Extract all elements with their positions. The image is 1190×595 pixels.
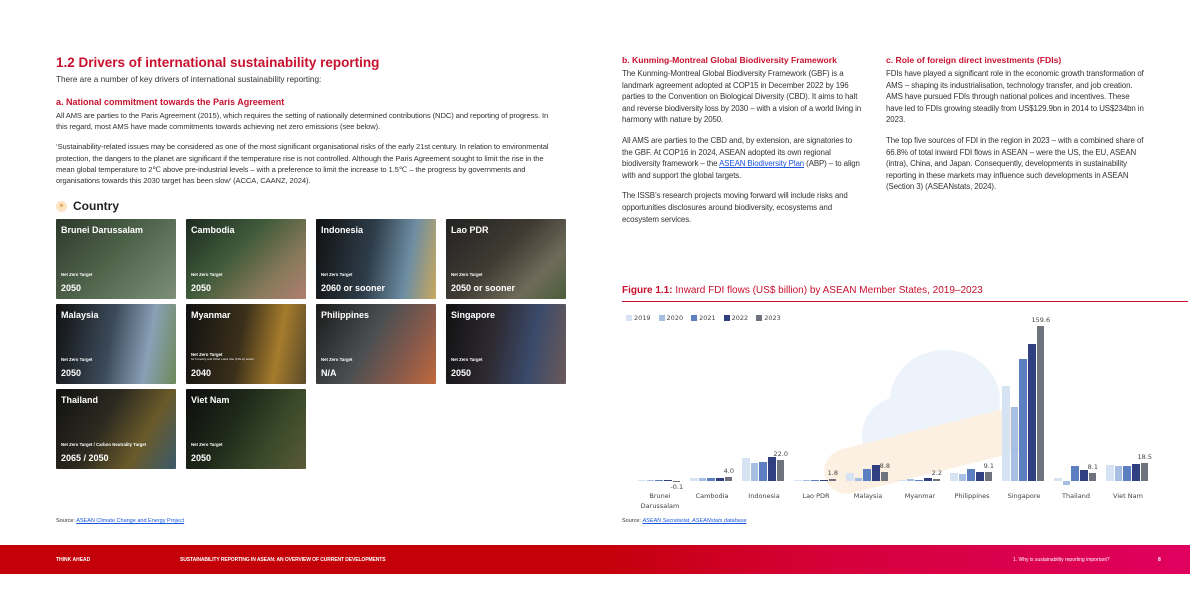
bar	[751, 463, 759, 481]
net-zero-label	[321, 272, 352, 277]
bar	[846, 473, 854, 481]
net-zero-year: 2060 or sooner	[321, 283, 386, 294]
net-zero-label	[451, 357, 482, 362]
legend-item	[724, 314, 749, 322]
bar	[907, 479, 915, 481]
legend-item	[626, 314, 651, 322]
bar	[725, 477, 733, 481]
bar	[716, 478, 724, 481]
net-zero-year: 2050	[61, 283, 82, 294]
country-name: Malaysia	[61, 310, 99, 321]
legend-swatch	[724, 315, 730, 321]
bar	[690, 478, 698, 481]
target-label: Net Zero Target	[191, 272, 223, 278]
flag-icon: ⚑	[56, 201, 67, 212]
bar	[647, 480, 655, 481]
legend-swatch	[756, 315, 762, 321]
legend-label: 2019	[634, 314, 651, 322]
section-a-quote: ‘Sustainability-related issues may be considered as one of the most significant organisational risks of the early 21st century. In relation to environmental protection, the dangers to the planet are significant if the temperature rise is not controlled. Although the Paris Agreement sought to limit the rise in the mean global temperature to 2℃ above pre-industrial levels – with a preference to limit the increase to 1.5℃ – the progress by governments and organisations towards this 2030 target has been slow’ (ACCA, CAANZ, 2024).	[56, 142, 549, 186]
figure-caption: Inward FDI flows (US$ billion) by ASEAN Member States, 2019–2023	[672, 285, 983, 296]
section-c-paragraph-1: FDIs have played a significant role in the economic growth transformation of AMS – shaping its industrialisation, technology transfer, and job creation. AMS have pursued FDIs through national polices and incentives. These have led to FDIs growing steadily from US$129.9bn in 2014 to US$234bn in 2023.	[886, 69, 1144, 125]
data-label: 159.6	[1031, 316, 1051, 325]
country-card	[446, 304, 566, 384]
net-zero-year: 2050	[191, 453, 212, 464]
bar	[768, 457, 776, 481]
net-zero-year: 2050	[61, 368, 82, 379]
data-label: 22.0	[773, 449, 789, 458]
bar	[777, 460, 785, 481]
country-name: Singapore	[451, 310, 496, 321]
bar	[1123, 466, 1131, 481]
bar	[950, 473, 958, 481]
asean-biodiversity-plan-link[interactable]: ASEAN Biodiversity Plan	[719, 159, 805, 169]
target-label: Net Zero Target	[321, 357, 353, 363]
bar	[967, 469, 975, 481]
net-zero-year: 2065 / 2050	[61, 453, 109, 464]
bar	[811, 480, 819, 481]
para-text: (ABP) – to align with and support the global targets.	[622, 159, 860, 180]
target-label: Net Zero Target	[61, 272, 93, 278]
fdi-bar-chart	[622, 310, 1153, 510]
x-axis-label: Indonesia	[748, 492, 780, 500]
bar	[699, 478, 707, 481]
bar	[1115, 466, 1123, 481]
bar	[898, 480, 906, 481]
section-b-paragraph-2	[622, 135, 862, 181]
x-axis-label: Viet Nam	[1113, 492, 1143, 500]
footer-chapter: 1. Why is sustainability reporting important?	[1013, 557, 1110, 563]
net-zero-label	[61, 357, 92, 362]
x-axis-label: Philippines	[954, 492, 990, 500]
section-c-paragraph-2: The top five sources of FDI in the region in 2023 – with a combined share of 66.8% of total inward FDI flows in ASEAN – were the US, the EU, ASEAN (intra), China, and Japan. Consequently, developments in sustainability reporting in these markets may influence such developments in ASEAN (Section 3) (ASEANstats, 2024).	[886, 135, 1144, 192]
target-label: Net Zero Target	[191, 442, 223, 448]
country-name: Indonesia	[321, 225, 364, 236]
legend-swatch	[626, 315, 632, 321]
footer-bar	[0, 545, 1190, 574]
x-axis-label: Myanmar	[904, 492, 936, 500]
bar	[863, 469, 871, 481]
bar	[1063, 481, 1071, 485]
data-label: 8.8	[879, 462, 890, 471]
section-b-heading: b. Kunming-Montreal Global Biodiversity Framework	[622, 55, 837, 65]
figure-divider	[622, 301, 1188, 302]
data-label: 2.2	[931, 468, 942, 477]
country-grid	[56, 219, 556, 469]
bar	[655, 480, 663, 481]
legend-item	[691, 314, 716, 322]
net-zero-year: 2050	[191, 283, 212, 294]
country-card	[186, 389, 306, 469]
bar	[1132, 464, 1140, 481]
country-name: Brunei Darussalam	[61, 225, 144, 236]
country-card	[56, 219, 176, 299]
bar	[1141, 463, 1149, 481]
net-zero-label	[191, 272, 222, 277]
x-axis-label: Thailand	[1062, 492, 1090, 500]
net-zero-label	[61, 442, 146, 447]
bar	[985, 472, 993, 481]
net-zero-year: 2050	[451, 368, 472, 379]
x-axis-label: Brunei Darussalam	[640, 492, 680, 510]
bar	[829, 479, 837, 481]
x-axis-label: Cambodia	[695, 492, 729, 500]
legend-label: 2021	[699, 314, 716, 322]
footer-publication: SUSTAINABILITY REPORTING IN ASEAN: AN OVERVIEW OF CURRENT DEVELOPMENTS	[180, 557, 386, 563]
target-note: for Forestry and Other Land Use (FOLU) sector	[191, 357, 255, 362]
source-link-aseanstats[interactable]: ASEAN Secretariat, ASEANstats database	[642, 518, 747, 524]
country-card	[316, 304, 436, 384]
target-label: Net Zero Target	[321, 272, 353, 278]
figure-label: Figure 1.1:	[622, 285, 673, 296]
country-card	[56, 304, 176, 384]
net-zero-label	[321, 357, 352, 362]
bar	[707, 478, 715, 481]
legend-swatch	[691, 315, 697, 321]
country-title: Country	[73, 199, 119, 214]
bar	[1054, 478, 1062, 481]
country-card	[186, 219, 306, 299]
bar	[976, 472, 984, 481]
country-name: Lao PDR	[451, 225, 489, 236]
bar	[933, 479, 941, 481]
target-label: Net Zero Target	[451, 272, 483, 278]
source-label: Source:	[622, 518, 643, 524]
country-name: Thailand	[61, 395, 99, 406]
bar	[1011, 407, 1019, 481]
data-label: -0.1	[670, 483, 684, 491]
x-axis-label: Malaysia	[853, 492, 883, 500]
bar	[803, 480, 811, 481]
data-label: 1.8	[827, 469, 838, 478]
para-text: All AMS are parties to the CBD and, by extension, are signatories to the GBF. At COP16 in 2024, ASEAN adopted its own regional biodiversity framework – the	[622, 135, 853, 169]
section-c-heading: c. Role of foreign direct investments (FDIs)	[886, 55, 1062, 65]
section-title: 1.2 Drivers of international sustainability reporting	[56, 55, 380, 70]
data-label: 9.1	[983, 462, 994, 471]
country-card	[56, 389, 176, 469]
data-label: 4.0	[723, 467, 734, 476]
country-card	[446, 219, 566, 299]
page-number: 8	[1158, 557, 1161, 563]
bar	[915, 480, 923, 481]
country-name: Cambodia	[191, 225, 235, 236]
country-card	[186, 304, 306, 384]
legend-swatch	[659, 315, 665, 321]
bar	[673, 481, 681, 482]
target-label: Net Zero Target / Carbon Neutrality Target	[61, 442, 147, 448]
bar	[638, 480, 646, 481]
section-c	[886, 54, 1146, 193]
bar	[664, 480, 672, 481]
bar	[1002, 386, 1010, 481]
x-axis-label: Lao PDR	[802, 492, 830, 500]
bar	[1106, 465, 1114, 481]
net-zero-label	[191, 442, 222, 447]
net-zero-label	[451, 272, 482, 277]
source-label: Source:	[56, 518, 77, 524]
bar	[881, 472, 889, 481]
chart-legend	[626, 314, 781, 322]
right-source	[622, 518, 747, 524]
legend-label: 2022	[731, 314, 749, 322]
footer-brand: THINK AHEAD	[56, 557, 91, 563]
legend-label: 2023	[764, 314, 781, 322]
target-label: Net Zero Target	[191, 352, 223, 358]
section-b-paragraph-3: The ISSB’s research projects moving forward will include risks and opportunities disclosures around biodiversity, ecosystems and ecosystem services.	[622, 191, 848, 224]
section-b	[622, 54, 862, 225]
bar	[855, 478, 863, 481]
country-name: Philippines	[321, 310, 370, 321]
bar	[1019, 359, 1027, 481]
net-zero-year: 2050 or sooner	[451, 283, 516, 294]
left-source	[56, 518, 184, 524]
bar	[820, 480, 828, 481]
source-link-climate[interactable]: ASEAN Climate Change and Energy Project	[76, 518, 185, 524]
left-page	[56, 54, 556, 524]
section-b-paragraph-1: The Kunming-Montreal Global Biodiversity Framework (GBF) is a landmark agreement adopted at COP15 in December 2022 by 196 parties to the Convention on Biological Diversity (CBD). It aims to halt and reverse biodiversity loss by 2030 – with a vision of a world living in harmony with nature by 2050.	[622, 69, 862, 125]
bar	[1089, 473, 1097, 481]
bar	[1080, 470, 1088, 481]
country-name: Myanmar	[191, 310, 231, 321]
bar	[1037, 326, 1045, 481]
country-card	[316, 219, 436, 299]
net-zero-year: 2040	[191, 368, 212, 379]
bar	[924, 478, 932, 481]
legend-item	[756, 314, 781, 322]
target-label: Net Zero Target	[61, 357, 93, 363]
country-name: Viet Nam	[191, 395, 230, 406]
bar	[759, 462, 767, 481]
net-zero-label	[61, 272, 92, 277]
target-label: Net Zero Target	[451, 357, 483, 363]
bar	[742, 458, 750, 481]
data-label: 8.1	[1087, 463, 1098, 472]
legend-item	[659, 314, 684, 322]
legend-label: 2020	[666, 314, 684, 322]
net-zero-year: N/A	[321, 368, 337, 379]
intro-text: There are a number of key drivers of international sustainability reporting:	[56, 75, 322, 84]
bar	[794, 480, 802, 481]
bar	[1028, 344, 1036, 481]
section-a-heading: a. National commitment towards the Paris Agreement	[56, 97, 285, 107]
x-axis-label: Singapore	[1007, 492, 1041, 500]
section-a-paragraph-1: All AMS are parties to the Paris Agreement (2015), which requires the setting of nationally determined contributions (NDC) and reporting of progress. In this regard, most AMS have made commitments towards achieving net zero emissions (see below).	[56, 111, 549, 132]
country-heading	[56, 199, 556, 213]
data-label: 18.5	[1137, 453, 1153, 462]
net-zero-label	[191, 352, 254, 362]
figure-title	[622, 285, 983, 296]
bar	[959, 474, 967, 481]
